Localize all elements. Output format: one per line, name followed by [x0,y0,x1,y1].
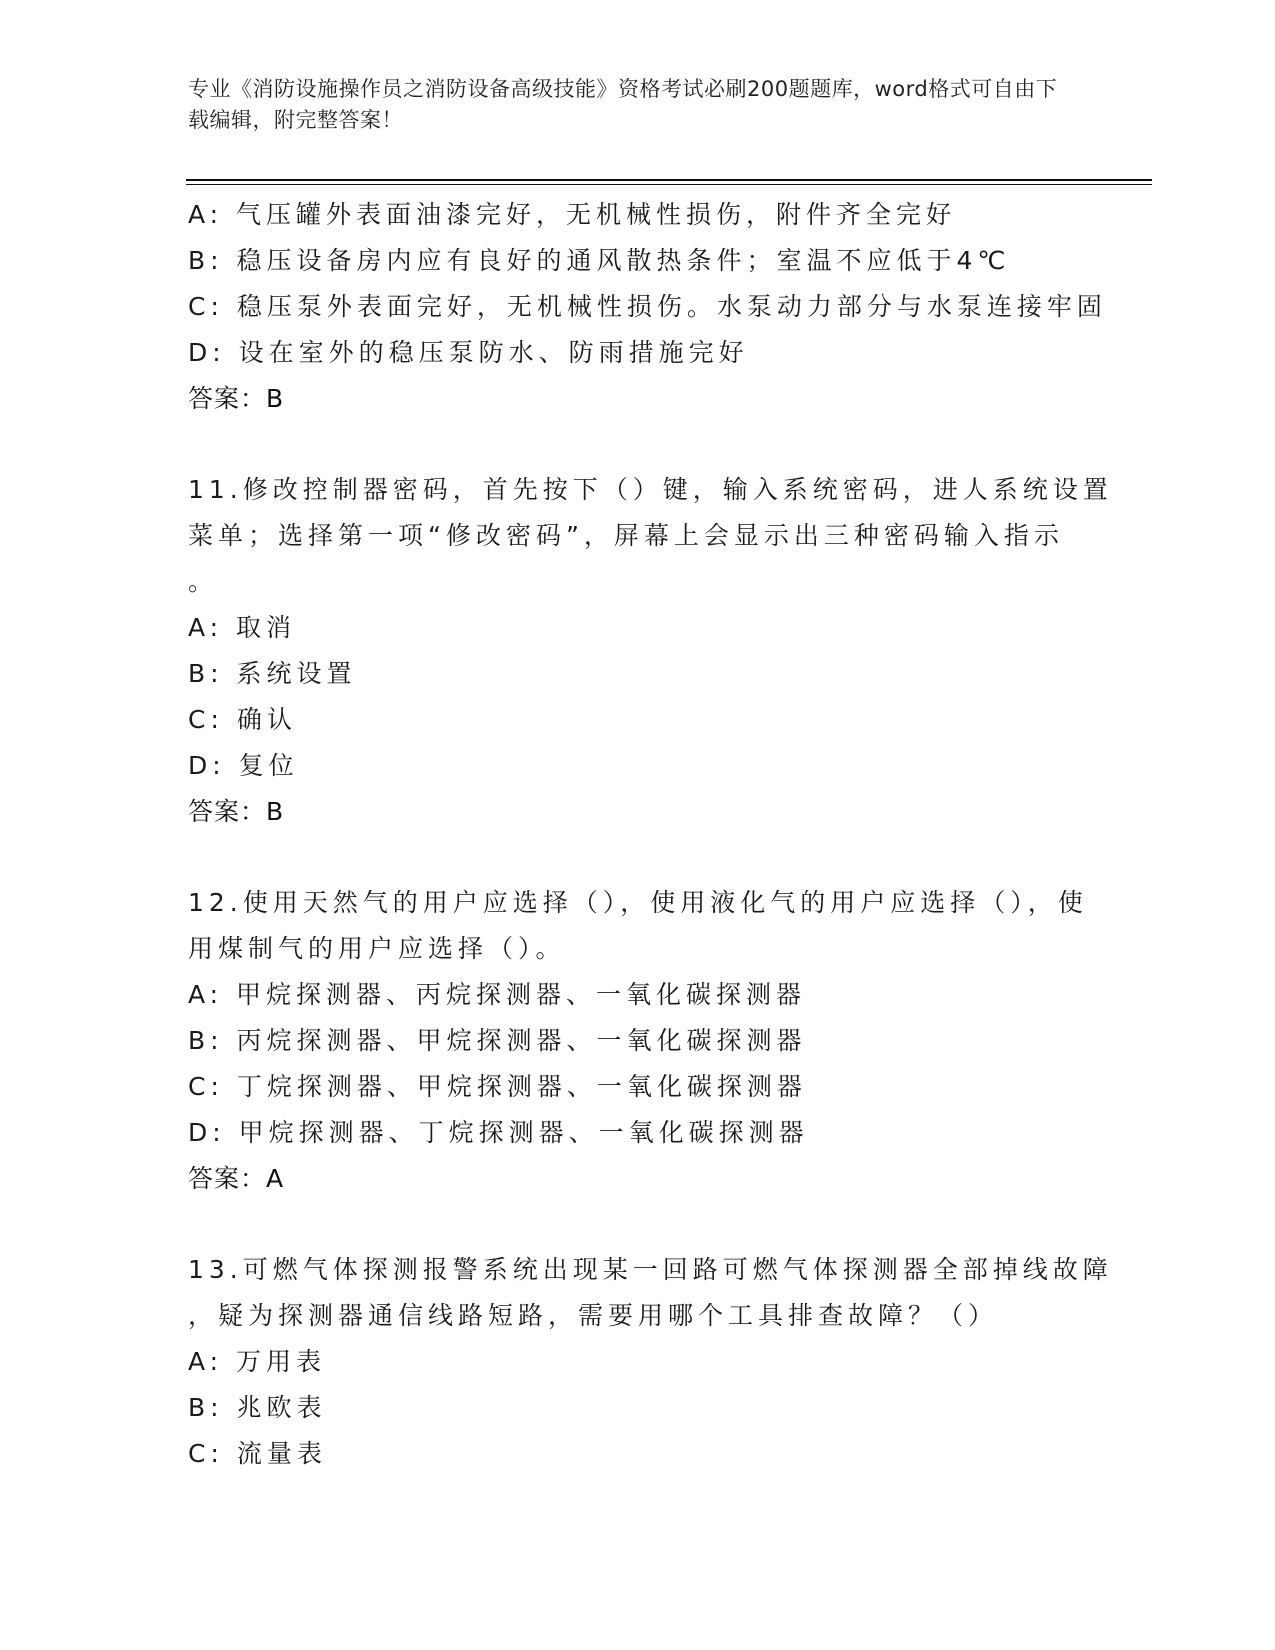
option-b: B: 稳压设备房内应有良好的通风散热条件；室温不应低于4℃ [188,246,1011,275]
option-c: C: 稳压泵外表面完好，无机械性损伤。水泵动力部分与水泵连接牢固 [188,292,1107,321]
spacer [188,422,1088,467]
header-divider-thick [186,179,1152,181]
option-b: B: 丙烷探测器、甲烷探测器、一氧化碳探测器 [188,1026,807,1055]
spacer [188,835,1088,880]
document-header: 专业《消防设施操作员之消防设备高级技能》资格考试必刷200题题库，word格式可自由下载编辑，附完整答案！ [188,77,1058,132]
question-stem: 12.使用天然气的用户应选择（），使用液化气的用户应选择（），使 [188,888,1088,917]
option-d: D: 甲烷探测器、丁烷探测器、一氧化碳探测器 [188,1118,809,1147]
option-d: D: 复位 [188,751,299,780]
option-c: C: 丁烷探测器、甲烷探测器、一氧化碳探测器 [188,1072,807,1101]
option-c: C: 确认 [188,705,297,734]
question-stem: 用煤制气的用户应选择（）。 [188,934,566,963]
option-b: B: 兆欧表 [188,1393,327,1422]
question-list [188,192,1113,1477]
answer-label: 答案：B [188,384,285,413]
question-stem: ，疑为探测器通信线路短路，需要用哪个工具排查故障？（） [188,1301,999,1330]
option-a: A: 取消 [188,613,297,642]
question-13 [188,1247,1113,1477]
question-stem: 13.可燃气体探测报警系统出现某一回路可燃气体探测器全部掉线故障 [188,1255,1113,1284]
answer-label: 答案：A [188,1164,285,1193]
question-stem: 。 [188,567,219,596]
option-a: A: 甲烷探测器、丙烷探测器、一氧化碳探测器 [188,980,807,1009]
question-stem: 11.修改控制器密码，首先按下（）键，输入系统密码，进人系统设置 [188,475,1113,504]
option-c: C: 流量表 [188,1439,327,1468]
question-11 [188,467,1113,835]
question-12 [188,880,1088,1202]
header-divider-thin [186,184,1152,185]
option-a: A: 万用表 [188,1347,327,1376]
option-d: D: 设在室外的稳压泵防水、防雨措施完好 [188,338,749,367]
question-stem: 菜单；选择第一项“修改密码”，屏幕上会显示出三种密码输入指示 [188,521,1064,550]
option-a: A: 气压罐外表面油漆完好，无机械性损伤，附件齐全完好 [188,200,957,229]
option-b: B: 系统设置 [188,659,357,688]
spacer [188,1202,1088,1247]
question-10 [188,192,1107,422]
answer-label: 答案：B [188,797,285,826]
